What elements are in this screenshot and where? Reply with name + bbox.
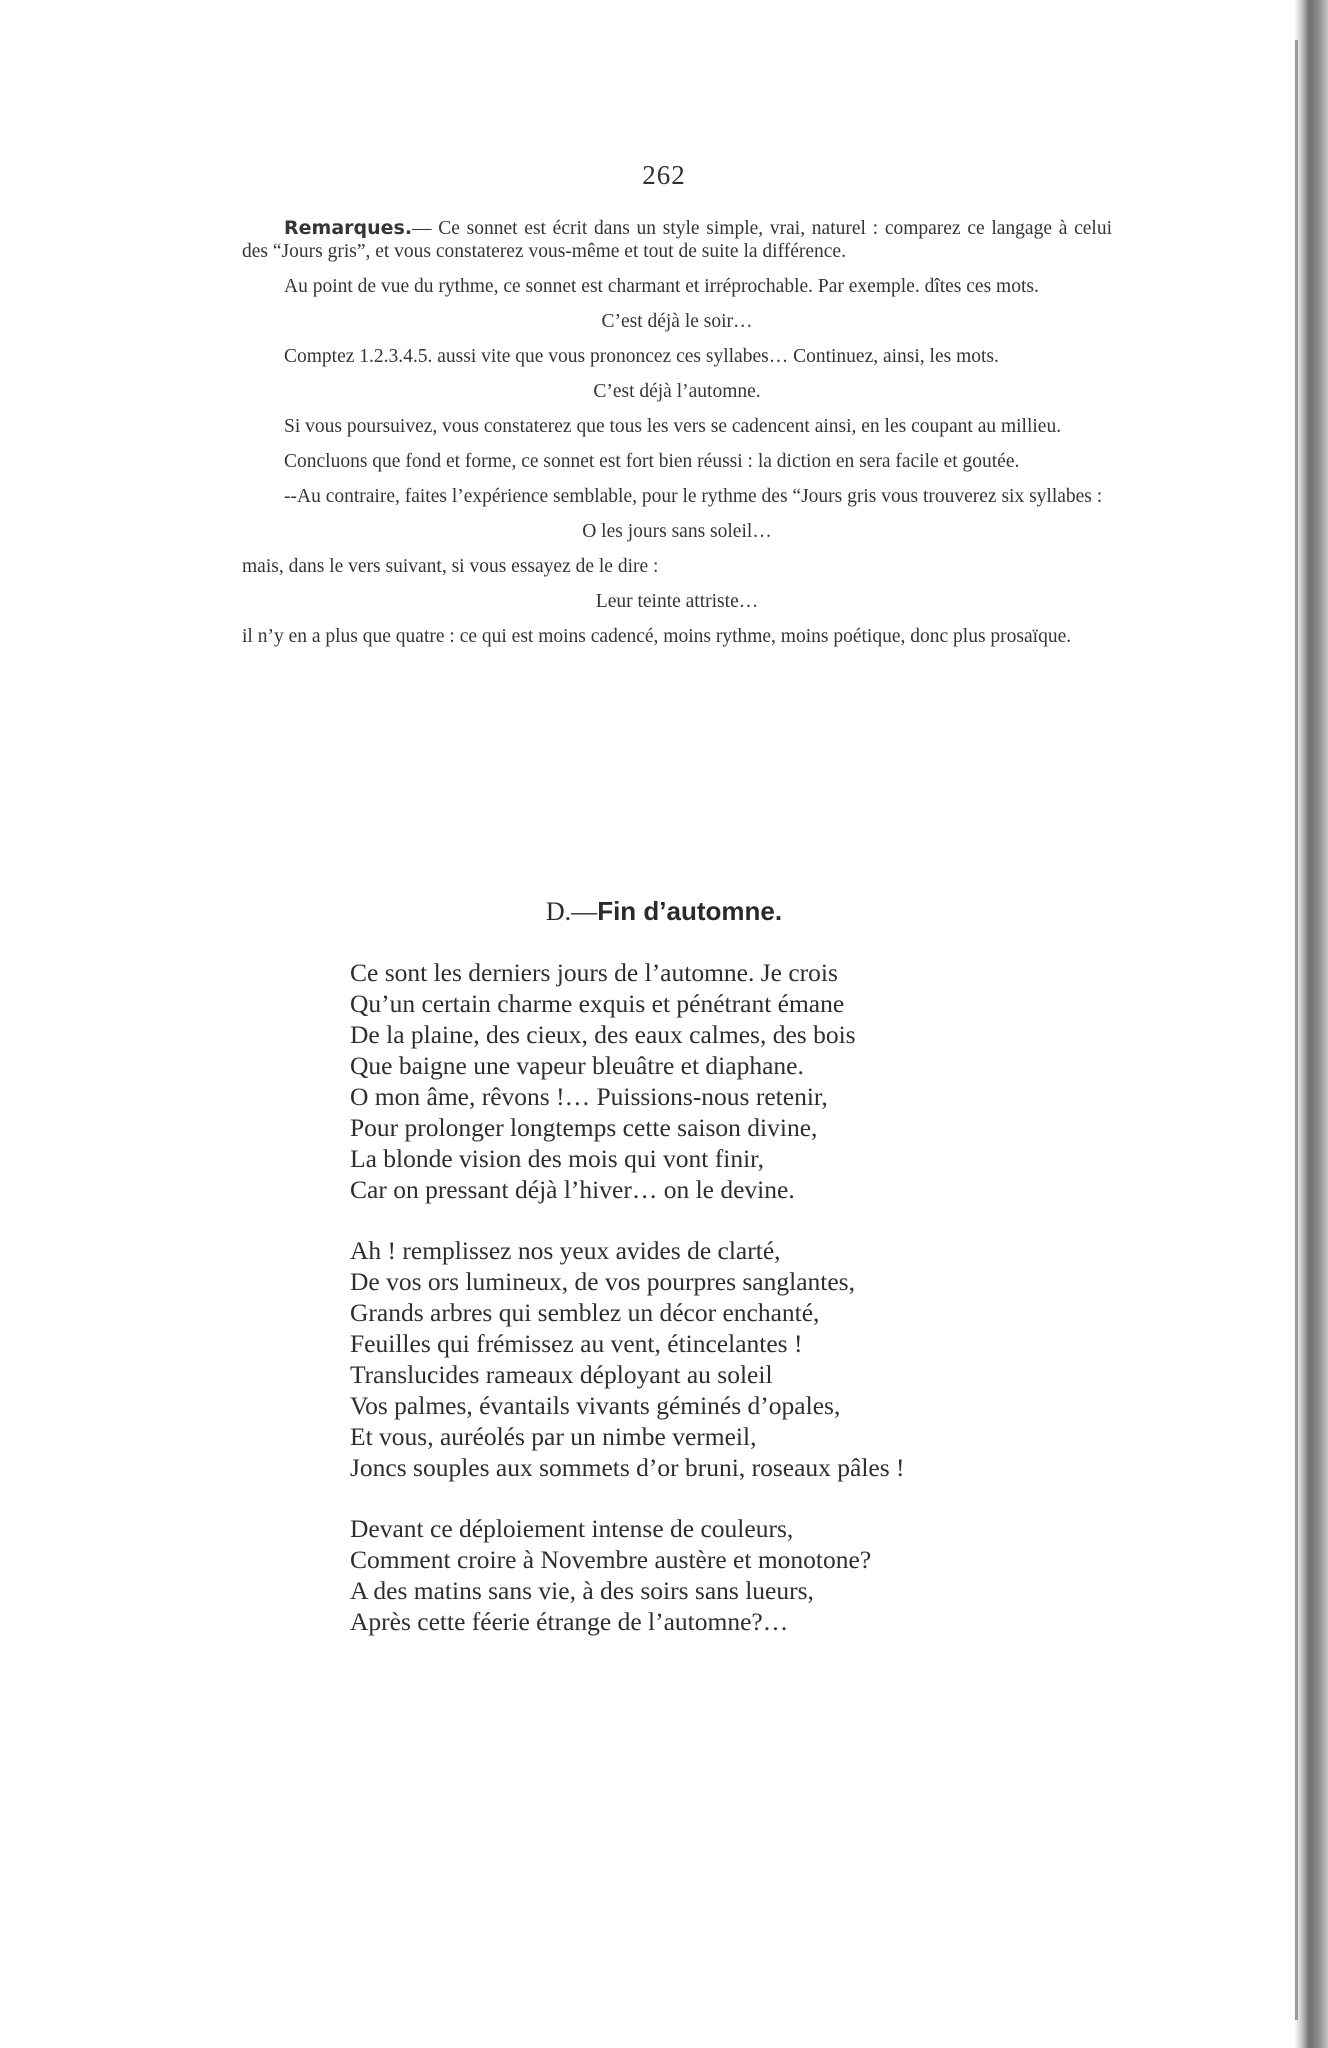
remarks-paragraph-2: Au point de vue du rythme, ce sonnet est charmant et irréprochable. Par exemple. dîtes ces mots.	[284, 276, 1039, 297]
verse: Feuilles qui frémissez au vent, étincelantes !	[350, 1329, 803, 1358]
stanza-1	[350, 957, 1050, 1205]
verse: Devant ce déploiement intense de couleurs,	[350, 1514, 794, 1543]
verse: Joncs souples aux sommets d’or bruni, roseaux pâles !	[350, 1453, 905, 1482]
verse: Car on pressant déjà l’hiver… on le devine.	[350, 1175, 795, 1204]
verse: Ce sont les derniers jours de l’automne. Je crois	[350, 958, 838, 987]
verse: Qu’un certain charme exquis et pénétrant émane	[350, 989, 845, 1018]
poem	[350, 957, 1050, 1667]
verse: Que baigne une vapeur bleuâtre et diaphane.	[350, 1051, 804, 1080]
remarks-paragraph-6: --Au contraire, faites l’expérience semblable, pour le rythme des “Jours gris vous trouverez six syllabes :	[284, 486, 1103, 507]
page-number: 262	[642, 160, 686, 190]
remarks-lead: Remarques.	[284, 217, 413, 239]
verse: Vos palmes, évantails vivants géminés d’opales,	[350, 1391, 841, 1420]
remarks-paragraph-1	[242, 217, 1112, 263]
section-title-text: Fin d’automne.	[597, 896, 783, 926]
page-edge-shadow	[1294, 0, 1328, 2048]
quote-2: C’est déjà l’automne.	[593, 381, 761, 402]
remarks-paragraph-8: il n’y en a plus que quatre : ce qui est moins cadencé, moins rythme, moins poétique, donc plus prosaïque.	[242, 626, 1072, 647]
stanza-3	[350, 1513, 1050, 1637]
page-edge-line	[1295, 40, 1298, 2020]
verse: Après cette féerie étrange de l’automne?…	[350, 1607, 789, 1636]
remarks-paragraph-4: Si vous poursuivez, vous constaterez que tous les vers se cadencent ainsi, en les coupant au millieu.	[284, 416, 1062, 437]
verse: Pour prolonger longtemps cette saison divine,	[350, 1113, 818, 1142]
verse: O mon âme, rêvons !… Puissions-nous retenir,	[350, 1082, 828, 1111]
remarks-paragraph-5: Concluons que fond et forme, ce sonnet est fort bien réussi : la diction en sera facile et goutée.	[284, 451, 1020, 472]
verse: Grands arbres qui semblez un décor enchanté,	[350, 1298, 820, 1327]
verse: De la plaine, des cieux, des eaux calmes, des bois	[350, 1020, 856, 1049]
verse: Comment croire à Novembre austère et monotone?	[350, 1545, 872, 1574]
remarks-section	[242, 217, 1112, 660]
remarks-paragraph-7: mais, dans le vers suivant, si vous essayez de le dire :	[242, 556, 659, 577]
verse: La blonde vision des mois qui vont finir,	[350, 1144, 765, 1173]
verse: De vos ors lumineux, de vos pourpres sanglantes,	[350, 1267, 855, 1296]
quote-4: Leur teinte attriste…	[595, 591, 759, 612]
quote-1: C’est déjà le soir…	[601, 311, 753, 332]
remarks-text-1: — Ce sonnet est écrit dans un style simple, vrai, naturel : comparez ce langage à celui des “Jours gris”, et vous constaterez vous-même et tout de suite la différence.	[242, 218, 1112, 262]
verse: Et vous, auréolés par un nimbe vermeil,	[350, 1422, 757, 1451]
verse: Translucides rameaux déployant au soleil	[350, 1360, 773, 1389]
remarks-paragraph-3: Comptez 1.2.3.4.5. aussi vite que vous prononcez ces syllabes… Continuez, ainsi, les mots.	[284, 346, 999, 367]
section-title	[0, 896, 1328, 927]
quote-3: O les jours sans soleil…	[582, 521, 772, 542]
verse: Ah ! remplissez nos yeux avides de clarté,	[350, 1236, 781, 1265]
section-prefix: D.—	[545, 897, 598, 926]
stanza-2	[350, 1235, 1050, 1483]
verse: A des matins sans vie, à des soirs sans lueurs,	[350, 1576, 814, 1605]
